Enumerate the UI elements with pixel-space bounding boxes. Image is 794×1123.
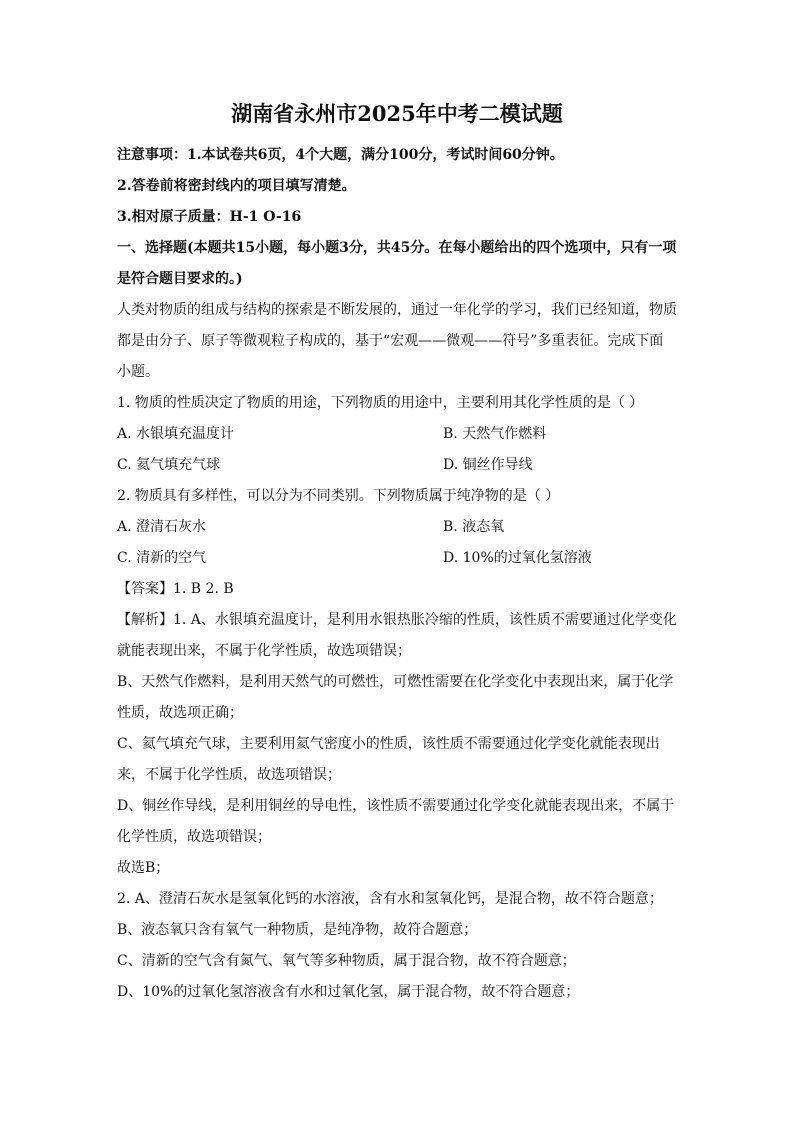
analysis-paragraph: 【解析】1. A、水银填充温度计，是利用水银热胀冷缩的性质，该性质不需要通过化学变化就能表现出来，不属于化学性质，故选项错误； bbox=[117, 612, 677, 659]
question-1-options-row-2 bbox=[117, 450, 677, 481]
note-2: 2.答卷前将密封线内的项目填写清楚。 bbox=[117, 178, 356, 194]
q2-option-b: B. 液态氧 bbox=[443, 519, 505, 535]
q1-option-d: D. 铜丝作导线 bbox=[443, 457, 533, 473]
analysis-paragraph: 2. A、澄清石灰水是氢氧化钙的水溶液，含有水和氢氧化钙，是混合物，故不符合题意； bbox=[117, 891, 663, 907]
analysis-paragraph: C、氦气填充气球，主要利用氦气密度小的性质，该性质不需要通过化学变化就能表现出来，不属于化学性质，故选项错误； bbox=[117, 736, 660, 783]
analysis-paragraph: C、清新的空气含有氮气、氧气等多种物质，属于混合物，故不符合题意； bbox=[117, 953, 576, 969]
q2-option-a: A. 澄清石灰水 bbox=[117, 519, 207, 535]
section-heading: 一、选择题(本题共15小题，每小题3分，共45分。在每小题给出的四个选项中，只有一项是符合题目要求的。) bbox=[117, 240, 677, 287]
q2-option-c: C. 清新的空气 bbox=[117, 550, 207, 566]
analysis-paragraph: D、铜丝作导线，是利用铜丝的导电性，该性质不需要通过化学变化就能表现出来，不属于化学性质，故选项错误； bbox=[117, 798, 675, 845]
q1-option-a: A. 水银填充温度计 bbox=[117, 426, 235, 442]
analysis-paragraph: D、10%的过氧化氢溶液含有水和过氧化氢，属于混合物，故不符合题意； bbox=[117, 984, 580, 1000]
question-1-stem: 1. 物质的性质决定了物质的用途，下列物质的用途中，主要利用其化学性质的是（ ） bbox=[117, 395, 644, 411]
analysis-paragraph: B、液态氧只含有氧气一种物质，是纯净物，故符合题意； bbox=[117, 922, 478, 938]
analysis-paragraph: 故选B； bbox=[117, 860, 170, 876]
document-title: 湖南省永州市2025年中考二模试题 bbox=[231, 101, 563, 126]
note-1: 注意事项：1.本试卷共6页，4个大题，满分100分，考试时间60分钟。 bbox=[117, 147, 564, 163]
intro-paragraph: 人类对物质的组成与结构的探索是不断发展的，通过一年化学的学习，我们已经知道，物质都是由分子、原子等微观粒子构成的，基于“宏观——微观——符号”多重表征。完成下面小题。 bbox=[117, 302, 677, 380]
answer-line: 【答案】1. B 2. B bbox=[117, 581, 234, 597]
analysis-paragraph: B、天然气作燃料，是利用天然气的可燃性，可燃性需要在化学变化中表现出来，属于化学性质，故选项正确； bbox=[117, 674, 674, 721]
question-1-options-row-1 bbox=[117, 419, 677, 450]
q1-option-b: B. 天然气作燃料 bbox=[443, 426, 547, 442]
q2-option-d: D. 10%的过氧化氢溶液 bbox=[443, 550, 592, 566]
question-2-options-row-1 bbox=[117, 512, 677, 543]
question-2-stem: 2. 物质具有多样性，可以分为不同类别。下列物质属于纯净物的是（ ） bbox=[117, 488, 560, 504]
document-page bbox=[117, 100, 677, 1008]
note-3: 3.相对原子质量：H-1 O-16 bbox=[117, 209, 302, 225]
question-2-options-row-2 bbox=[117, 543, 677, 574]
q1-option-c: C. 氦气填充气球 bbox=[117, 457, 221, 473]
